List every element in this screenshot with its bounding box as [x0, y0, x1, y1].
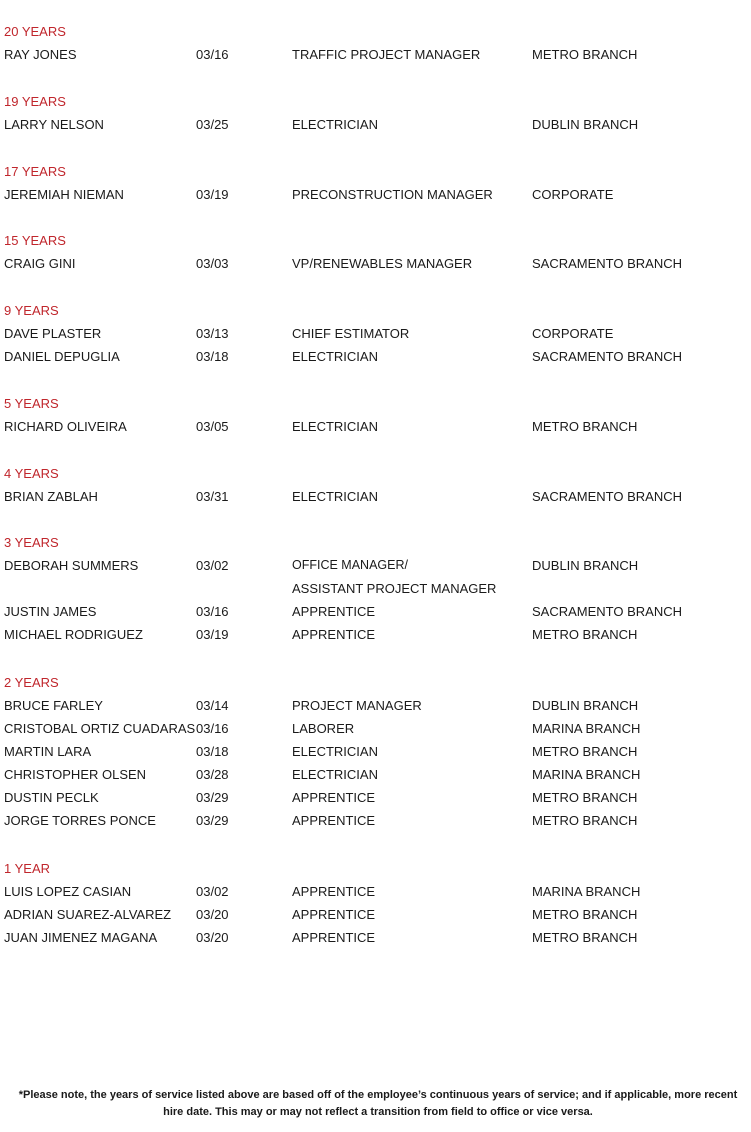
anniversary-date: 03/14	[196, 698, 229, 713]
job-title: OFFICE MANAGER/	[292, 558, 408, 572]
employee-name: MICHAEL RODRIGUEZ	[4, 627, 143, 642]
job-title: ELECTRICIAN	[292, 489, 378, 504]
anniversary-date: 03/20	[196, 930, 229, 945]
job-title: ELECTRICIAN	[292, 419, 378, 434]
branch-name: SACRAMENTO BRANCH	[532, 256, 683, 271]
employee-name: JUSTIN JAMES	[4, 604, 97, 619]
years-heading: 2 YEARS	[4, 675, 59, 690]
employee-name: DEBORAH SUMMERS	[4, 558, 139, 573]
employee-row	[0, 47, 751, 69]
branch-name: METRO BRANCH	[532, 47, 638, 62]
anniversary-date: 03/18	[196, 349, 229, 364]
anniversary-date: 03/16	[196, 604, 229, 619]
years-heading: 5 YEARS	[4, 396, 59, 411]
anniversary-date: 03/28	[196, 767, 229, 782]
branch-name: SACRAMENTO BRANCH	[532, 489, 683, 504]
footnote: *Please note, the years of service listed above are based off of the employee’s continuous years of service; and if applicable, more recent hire date. This may or may not reflect a transition from field to office or vice versa.	[18, 1089, 738, 1118]
employee-row	[0, 813, 751, 835]
employee-name: DANIEL DEPUGLIA	[4, 349, 120, 364]
employee-row	[0, 604, 751, 626]
employee-row	[0, 117, 751, 139]
employee-row	[0, 558, 751, 596]
anniversary-date: 03/13	[196, 326, 229, 341]
job-title: PRECONSTRUCTION MANAGER	[292, 187, 493, 202]
employee-row	[0, 326, 751, 348]
anniversary-date: 03/31	[196, 489, 229, 504]
employee-row	[0, 349, 751, 371]
branch-name: CORPORATE	[532, 326, 614, 341]
employee-row	[0, 489, 751, 511]
branch-name: METRO BRANCH	[532, 790, 638, 805]
branch-name: MARINA BRANCH	[532, 884, 641, 899]
anniversary-date: 03/29	[196, 790, 229, 805]
employee-name: ADRIAN SUAREZ-ALVAREZ	[4, 907, 172, 922]
employee-name: CRISTOBAL ORTIZ CUADARAS	[4, 721, 196, 736]
anniversary-date: 03/19	[196, 187, 229, 202]
job-title: ELECTRICIAN	[292, 767, 378, 782]
job-title: APPRENTICE	[292, 930, 376, 945]
branch-name: METRO BRANCH	[532, 930, 638, 945]
employee-name: RICHARD OLIVEIRA	[4, 419, 127, 434]
years-heading: 3 YEARS	[4, 535, 59, 550]
employee-name: DUSTIN PECLK	[4, 790, 99, 805]
job-title-line-2: ASSISTANT PROJECT MANAGER	[292, 581, 497, 596]
job-title: LABORER	[292, 721, 355, 736]
job-title: TRAFFIC PROJECT MANAGER	[292, 47, 481, 62]
job-title: APPRENTICE	[292, 907, 376, 922]
years-heading: 4 YEARS	[4, 466, 59, 481]
employee-row	[0, 930, 751, 952]
employee-name: JEREMIAH NIEMAN	[4, 187, 124, 202]
job-title: APPRENTICE	[292, 884, 376, 899]
employee-row	[0, 907, 751, 929]
anniversary-date: 03/16	[196, 47, 229, 62]
employee-name: JUAN JIMENEZ MAGANA	[4, 930, 158, 945]
job-title: ELECTRICIAN	[292, 117, 378, 132]
job-title: ELECTRICIAN	[292, 744, 378, 759]
employee-row	[0, 698, 751, 720]
anniversary-date: 03/20	[196, 907, 229, 922]
years-heading: 19 YEARS	[4, 94, 66, 109]
employee-name: BRIAN ZABLAH	[4, 489, 98, 504]
anniversary-date: 03/02	[196, 884, 229, 899]
employee-row	[0, 884, 751, 906]
branch-name: CORPORATE	[532, 187, 614, 202]
employee-row	[0, 767, 751, 789]
employee-row	[0, 256, 751, 278]
branch-name: DUBLIN BRANCH	[532, 117, 639, 132]
years-heading: 1 YEAR	[4, 861, 51, 876]
employee-name: DAVE PLASTER	[4, 326, 102, 341]
branch-name: METRO BRANCH	[532, 907, 638, 922]
branch-name: MARINA BRANCH	[532, 721, 641, 736]
anniversary-date: 03/18	[196, 744, 229, 759]
employee-name: LUIS LOPEZ CASIAN	[4, 884, 132, 899]
anniversary-date: 03/16	[196, 721, 229, 736]
job-title: APPRENTICE	[292, 604, 376, 619]
employee-row	[0, 187, 751, 209]
branch-name: SACRAMENTO BRANCH	[532, 349, 683, 364]
anniversary-date: 03/25	[196, 117, 229, 132]
employee-name: LARRY NELSON	[4, 117, 104, 132]
job-title: APPRENTICE	[292, 627, 376, 642]
branch-name: MARINA BRANCH	[532, 767, 641, 782]
employee-name: CRAIG GINI	[4, 256, 76, 271]
job-title: CHIEF ESTIMATOR	[292, 326, 410, 341]
job-title: APPRENTICE	[292, 813, 376, 828]
job-title: VP/RENEWABLES MANAGER	[292, 256, 473, 271]
branch-name: DUBLIN BRANCH	[532, 698, 639, 713]
anniversary-date: 03/02	[196, 558, 229, 573]
employee-row	[0, 419, 751, 441]
job-title: ELECTRICIAN	[292, 349, 378, 364]
anniversary-date: 03/03	[196, 256, 229, 271]
employee-row	[0, 627, 751, 649]
employee-name: CHRISTOPHER OLSEN	[4, 767, 147, 782]
branch-name: METRO BRANCH	[532, 419, 638, 434]
employee-name: RAY JONES	[4, 47, 77, 62]
branch-name: DUBLIN BRANCH	[532, 558, 639, 573]
years-heading: 20 YEARS	[4, 24, 66, 39]
employee-row	[0, 721, 751, 743]
job-title: APPRENTICE	[292, 790, 376, 805]
employee-row	[0, 744, 751, 766]
years-heading: 15 YEARS	[4, 233, 66, 248]
anniversary-date: 03/19	[196, 627, 229, 642]
employee-name: MARTIN LARA	[4, 744, 92, 759]
employee-row	[0, 790, 751, 812]
employee-name: JORGE TORRES PONCE	[4, 813, 156, 828]
job-title: PROJECT MANAGER	[292, 698, 422, 713]
branch-name: SACRAMENTO BRANCH	[532, 604, 683, 619]
employee-name: BRUCE FARLEY	[4, 698, 103, 713]
branch-name: METRO BRANCH	[532, 627, 638, 642]
anniversary-date: 03/05	[196, 419, 229, 434]
years-heading: 17 YEARS	[4, 164, 66, 179]
branch-name: METRO BRANCH	[532, 744, 638, 759]
years-heading: 9 YEARS	[4, 303, 59, 318]
branch-name: METRO BRANCH	[532, 813, 638, 828]
anniversary-date: 03/29	[196, 813, 229, 828]
